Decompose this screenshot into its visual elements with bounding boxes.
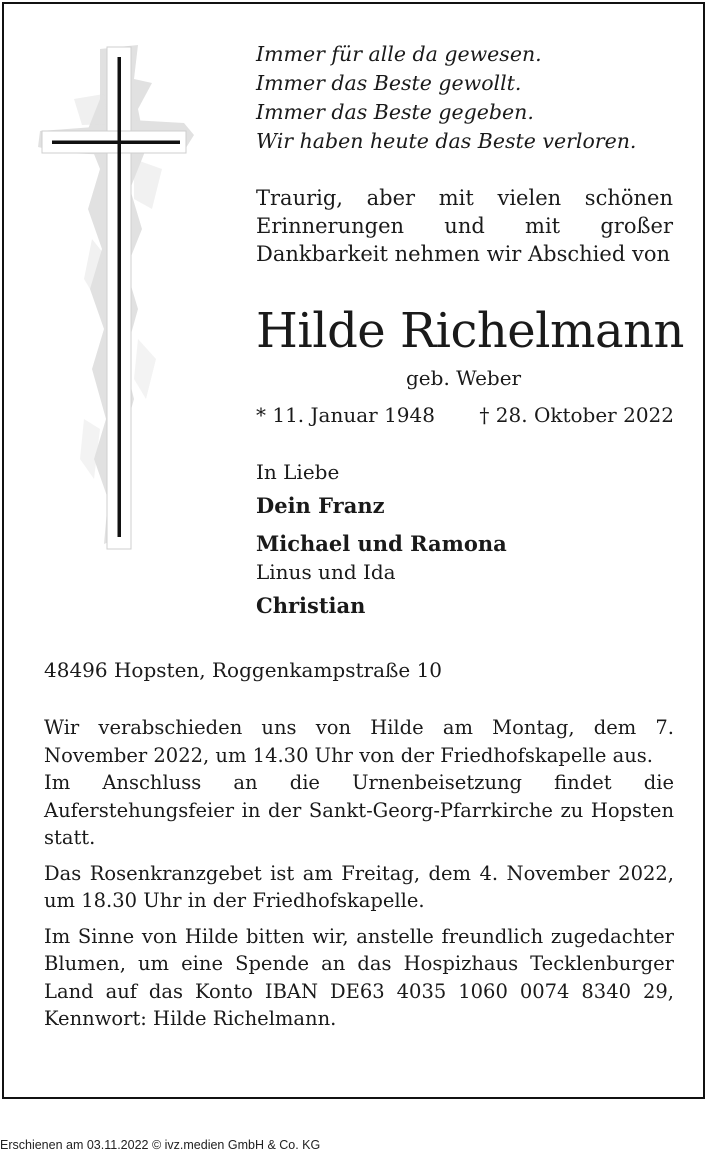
- rosary-paragraph: Das Rosenkranzgebet ist am Freitag, dem 4. November 2022, um 18.30 Uhr in der Friedhofskapelle.: [44, 861, 674, 912]
- mourners: [256, 457, 676, 625]
- mourner-franz: Dein Franz: [256, 493, 385, 518]
- poem-line: Immer das Beste gegeben.: [256, 100, 534, 124]
- poem-line: Immer das Beste gewollt.: [256, 71, 522, 95]
- mourner-michael-ramona: Michael und Ramona: [256, 531, 507, 556]
- birth-name: geb. Weber: [406, 366, 522, 390]
- mourner-christian: Christian: [256, 593, 366, 618]
- poem-line: Immer für alle da gewesen.: [256, 42, 542, 66]
- in-love-label: In Liebe: [256, 460, 340, 484]
- cross-icon: [34, 39, 234, 559]
- deceased-name: Hilde Richelmann: [256, 303, 684, 359]
- intro-text: Traurig, aber mit vielen schönen Erinnerungen und mit großer Dankbarkeit nehmen wir Abschied von: [256, 186, 673, 266]
- mourner-linus-ida: Linus und Ida: [256, 560, 396, 584]
- farewell-paragraph: Wir verabschieden uns von Hilde am Montag, dem 7. November 2022, um 14.30 Uhr von der Friedhofskapelle aus.: [44, 716, 674, 767]
- publication-footer: Erschienen am 03.11.2022 © ivz.medien GmbH & Co. KG: [0, 1138, 321, 1152]
- donation-paragraph: Im Sinne von Hilde bitten wir, anstelle freundlich zugedachter Blumen, um eine Spende an das Hospizhaus Tecklenburger Land auf das Konto IBAN DE63 4035 1060 0074 8340 29, Kennwort: Hilde Richelmann.: [44, 924, 674, 1030]
- burial-paragraph: Im Anschluss an die Urnenbeisetzung findet die Auferstehungsfeier in der Sankt-Georg-Pfarrkirche zu Hopsten statt.: [44, 771, 674, 849]
- poem: [256, 40, 676, 156]
- birth-date: * 11. Januar 1948: [256, 403, 435, 427]
- announcement-text: [44, 714, 674, 1033]
- obituary-frame: [2, 2, 705, 1099]
- death-date: † 28. Oktober 2022: [479, 403, 674, 427]
- poem-line: Wir haben heute das Beste verloren.: [256, 129, 637, 153]
- address: 48496 Hopsten, Roggenkampstraße 10: [44, 658, 443, 682]
- life-dates: [256, 401, 674, 429]
